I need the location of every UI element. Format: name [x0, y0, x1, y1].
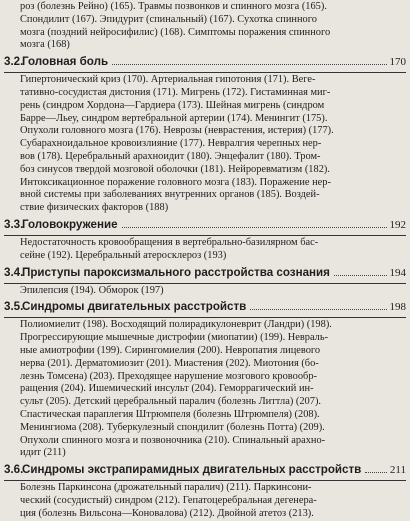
- page-number: 194: [389, 266, 406, 279]
- section-body: [20, 482, 406, 520]
- page-number: 192: [389, 218, 406, 231]
- section-3-4: [0, 266, 410, 298]
- leader-dots: [365, 472, 387, 473]
- divider: [4, 235, 406, 236]
- text-line: сейне (192). Церебральный атеросклероз (193): [20, 249, 227, 261]
- section-3-3: [0, 218, 410, 263]
- divider: [4, 72, 406, 73]
- section-body: [20, 319, 406, 460]
- text-line: мозга (поздний нейросифилис) (168). Симптомы поражения спинного: [20, 26, 331, 38]
- section-heading: [4, 266, 406, 281]
- text-line: роз (болезнь Рейно) (165). Травмы позвонков и спинного мозга (165).: [20, 1, 327, 12]
- text-line: ческий (сосудистый) синдром (212). Гепатоцеребральная дегенера-: [20, 494, 317, 506]
- section-3-2: [0, 55, 410, 215]
- page-number: 170: [389, 56, 406, 69]
- divider: [4, 317, 406, 318]
- divider: [4, 480, 406, 481]
- section-heading: [4, 300, 406, 315]
- text-line: Интоксикационное поражение головного мозга (183). Поражение нер-: [20, 176, 331, 188]
- leader-dots: [112, 64, 386, 65]
- section-body: [20, 237, 406, 263]
- text-line: Опухоли головного мозга (176). Неврозы (неврастения, истерия) (177).: [20, 125, 334, 137]
- section-heading: [4, 218, 406, 233]
- section-number: 3.3.: [4, 217, 24, 231]
- text-line: Субарахноидальное кровоизлияние (177). Невралгия черепных нер-: [20, 138, 322, 150]
- text-line: нерва (201). Дерматомиозит (201). Миастения (202). Миотония (бо-: [20, 357, 319, 369]
- text-line: Опухоли спинного мозга и позвоночника (210). Спинальный арахно-: [20, 434, 326, 446]
- text-line: ция (болезнь Вильсона—Коновалова) (212). Двойной атетоз (213).: [20, 507, 314, 519]
- text-line: Недостаточность кровообращения в вертебрально-базилярном бас-: [20, 236, 319, 248]
- section-heading: [4, 55, 406, 70]
- text-line: Прогрессирующие мышечные дистрофии (миопатии) (199). Невраль-: [20, 332, 329, 344]
- top-continuation: [20, 0, 406, 52]
- section-3-5: [0, 300, 410, 460]
- section-title: Синдромы экстрапирамидных двигательных расстройств: [22, 463, 362, 477]
- section-title: Головная боль: [22, 55, 109, 69]
- section-body: [20, 74, 406, 215]
- text-line: боз синусов твердой мозговой оболочки (181). Нейроревматизм (182).: [20, 163, 330, 175]
- leader-dots: [334, 275, 387, 276]
- text-line: тативно-сосудистая дистония (171). Мигрень (172). Гистаминная миг-: [20, 86, 331, 98]
- text-line: ращения (204). Ишемический инсульт (204). Геморрагический ин-: [20, 383, 314, 395]
- text-line: ные амиотрофии (199). Сирингомиелия (200). Невропатия лицевого: [20, 344, 321, 356]
- text-line: Спондилит (167). Эпидурит (спинальный) (167). Сухотка спинного: [20, 13, 317, 25]
- section-number: 3.2.: [4, 55, 24, 69]
- page-number: 198: [389, 301, 406, 314]
- text-line: лезнь Томсена) (203). Преходящее нарушение мозгового кровообр-: [20, 370, 317, 382]
- text-line: Спастическая параплегия Штрюмпеля (болезнь Штрюмпеля) (208).: [20, 408, 320, 420]
- leader-dots: [122, 227, 387, 228]
- divider: [4, 283, 406, 284]
- text-line: рень (синдром Хордона—Гардиера (173). Шейная мигрень (синдром: [20, 99, 325, 111]
- section-number: 3.4.: [4, 265, 24, 279]
- text-line: вной системы при заболеваниях внутренних органов (185). Воздей-: [20, 189, 320, 201]
- text-line: идит (211): [20, 447, 66, 459]
- page-number: 211: [389, 464, 406, 477]
- text-line: Барре—Льеу, синдром вертебральной артерии (174). Менингит (175).: [20, 112, 328, 124]
- text-line: сульт (205). Детский церебральный паралич (болезнь Литтла) (207).: [20, 396, 322, 408]
- text-line: Гипертонический криз (170). Артериальная гипотония (171). Веге-: [20, 74, 316, 86]
- text-line: вов (178). Церебральный арахноидит (180). Энцефалит (180). Тром-: [20, 150, 321, 162]
- section-number: 3.5.: [4, 300, 24, 314]
- text-line: мозга (168): [20, 39, 70, 51]
- section-title: Приступы пароксизмального расстройства сознания: [22, 265, 330, 279]
- section-body: [20, 285, 406, 298]
- leader-dots: [250, 309, 386, 310]
- section-title: Синдромы двигательных расстройств: [22, 300, 247, 314]
- section-title: Головокружение: [22, 217, 118, 231]
- text-line: ствие физических факторов (188): [20, 202, 169, 214]
- text-line: Менингиома (208). Туберкулезный спондилит (болезнь Потта) (209).: [20, 421, 325, 433]
- text-line: Болезнь Паркинсона (дрожательный паралич) (211). Паркинсони-: [20, 482, 312, 494]
- text-line: Эпилепсия (194). Обморок (197): [20, 284, 164, 296]
- text-line: Полиомиелит (198). Восходящий полирадикулоневрит (Ландри) (198).: [20, 319, 332, 331]
- section-number: 3.6.: [4, 463, 24, 477]
- section-heading: [4, 463, 406, 478]
